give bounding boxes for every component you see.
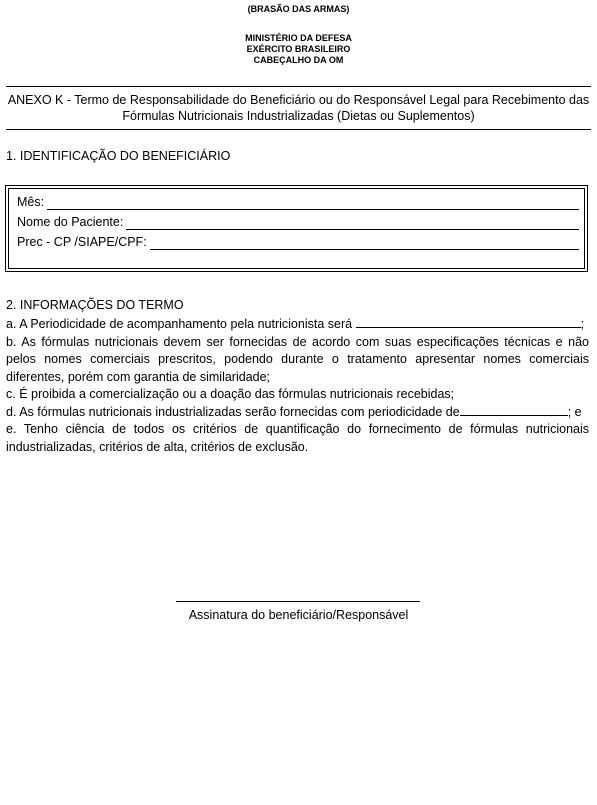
prec-cp-blank-line[interactable] xyxy=(150,237,579,250)
annex-title xyxy=(6,86,591,130)
section1-title: 1. IDENTIFICAÇÃO DO BENEFICIÁRIO xyxy=(6,149,231,163)
army-name: EXÉRCITO BRASILEIRO xyxy=(246,44,351,54)
terms-list xyxy=(6,316,589,456)
term-item-d-end: ; e xyxy=(567,404,582,419)
annex-title-line1: ANEXO K - Termo de Responsabilidade do Beneficiário ou do Responsável Legal para Recebimento das xyxy=(7,93,590,107)
prec-cp-label: Prec - CP /SIAPE/CPF: xyxy=(17,235,147,249)
signature-label: Assinatura do beneficiário/Responsável xyxy=(188,608,409,622)
om-header: CABEÇALHO DA OM xyxy=(253,55,344,65)
month-label: Mês: xyxy=(17,195,45,209)
prec-cp-field[interactable] xyxy=(17,234,579,250)
periodicity-followup-blank[interactable] xyxy=(356,316,581,328)
organization-header xyxy=(0,33,597,66)
section2-title: 2. INFORMAÇÕES DO TERMO xyxy=(6,298,184,312)
periodicity-supply-blank[interactable] xyxy=(460,404,568,416)
patient-name-label: Nome do Paciente: xyxy=(17,215,124,229)
term-item-c: c. É proibida a comercialização ou a doação das fórmulas nutricionais recebidas; xyxy=(6,387,455,401)
coat-of-arms-placeholder: (BRASÃO DAS ARMAS) xyxy=(247,4,350,14)
month-field[interactable] xyxy=(17,194,579,210)
term-item-e: e. Tenho ciência de todos os critérios de quantificação do fornecimento de fórmulas nutricionais industrializadas, critérios de alta, critérios de exclusão. xyxy=(6,422,589,454)
term-item-d xyxy=(6,404,589,422)
ministry-name: MINISTÉRIO DA DEFESA xyxy=(245,33,352,43)
term-item-a-end: ; xyxy=(580,317,585,331)
patient-name-blank-line[interactable] xyxy=(126,217,579,230)
patient-name-field[interactable] xyxy=(17,214,579,230)
term-item-a xyxy=(6,316,589,334)
term-item-b: b. As fórmulas nutricionais devem ser fornecidas de acordo com suas especificações técnicas e não pelos nomes comerciais prescritos, podendo durante o tratamento apresentar nomes comerciais diferentes, porém com garantia de similaridade; xyxy=(6,334,589,384)
term-item-d-text: d. As fórmulas nutricionais industrializadas serão fornecidas com periodicidade de xyxy=(6,404,460,419)
signature-line[interactable] xyxy=(176,601,420,602)
month-blank-line[interactable] xyxy=(47,197,579,210)
term-item-a-text: a. A Periodicidade de acompanhamento pela nutricionista será xyxy=(6,317,353,331)
beneficiary-identification-box xyxy=(5,185,588,272)
annex-title-line2: Fórmulas Nutricionais Industrializadas (Dietas ou Suplementos) xyxy=(122,109,475,123)
